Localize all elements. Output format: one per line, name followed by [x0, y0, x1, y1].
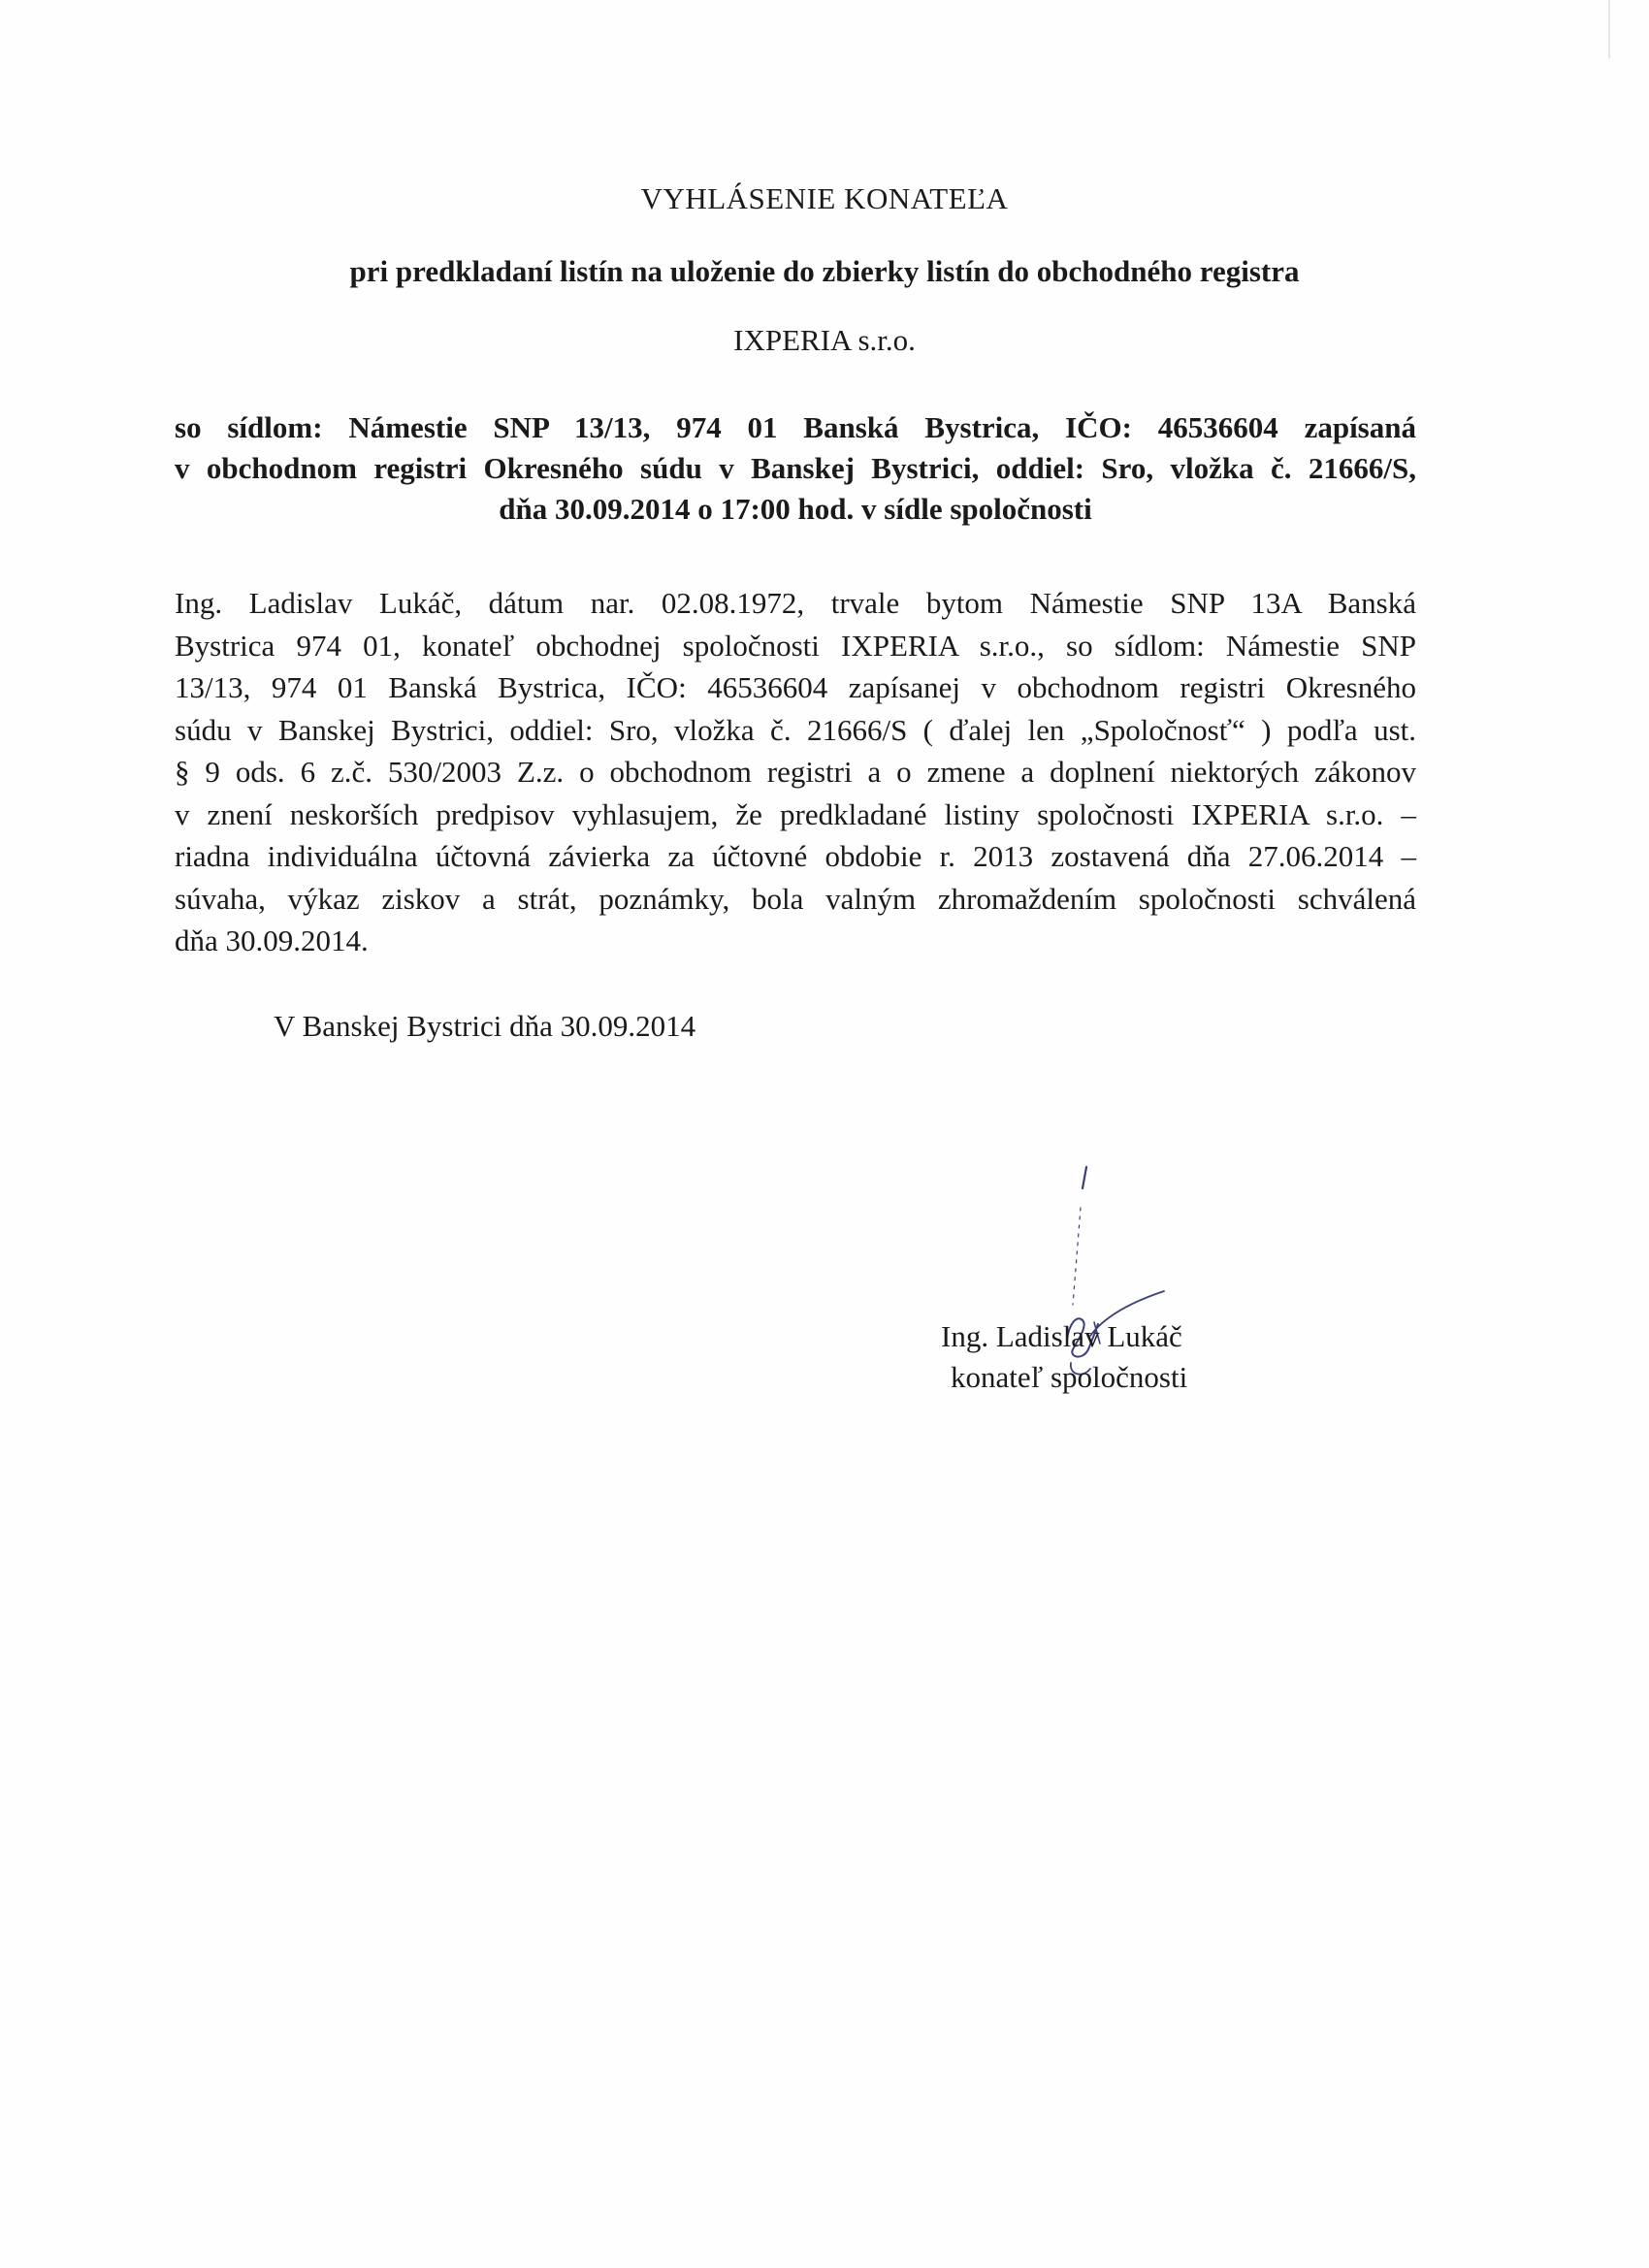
- scan-edge: [1608, 0, 1610, 58]
- place-and-date: V Banskej Bystrici dňa 30.09.2014: [274, 1009, 696, 1043]
- body-line: v znení neskorších predpisov vyhlasujem, že predkladané listiny spoločnosti IXPERIA s.r.o. –: [175, 796, 1416, 831]
- seat-line: dňa 30.09.2014 o 17:00 hod. v sídle spoločnosti: [499, 492, 1092, 526]
- document-title: VYHLÁSENIE KONATEĽA: [640, 181, 1009, 215]
- declaration-body: [175, 582, 1416, 962]
- company-name: IXPERIA s.r.o.: [733, 323, 916, 357]
- signatory-name: Ing. Ladislav Lukáč: [941, 1319, 1182, 1353]
- signatory-role: konateľ spoločnosti: [951, 1360, 1188, 1394]
- body-line: dňa 30.09.2014.: [175, 923, 369, 957]
- document-subtitle: pri predkladaní listín na uloženie do zbierky listín do obchodného registra: [349, 254, 1300, 288]
- body-line: riadna individuálna účtovná závierka za účtovné obdobie r. 2013 zostavená dňa 27.06.2014 –: [175, 839, 1416, 873]
- body-line: súvaha, výkaz ziskov a strát, poznámky, bola valným zhromaždením spoločnosti schválená: [175, 881, 1416, 916]
- seat-line: so sídlom: Námestie SNP 13/13, 974 01 Banská Bystrica, IČO: 46536604 zapísaná: [175, 410, 1416, 444]
- body-line: Ing. Ladislav Lukáč, dátum nar. 02.08.1972, trvale bytom Námestie SNP 13A Banská: [175, 586, 1416, 620]
- body-line: 13/13, 974 01 Banská Bystrica, IČO: 46536604 zapísanej v obchodnom registri Okresného: [175, 670, 1416, 704]
- body-line: Bystrica 974 01, konateľ obchodnej spoločnosti IXPERIA s.r.o., so sídlom: Námestie SNP: [175, 628, 1416, 663]
- seat-line: v obchodnom registri Okresného súdu v Banskej Bystrici, oddiel: Sro, vložka č. 21666/S,: [175, 451, 1416, 485]
- body-line: súdu v Banskej Bystrici, oddiel: Sro, vložka č. 21666/S ( ďalej len „Spoločnosť“ ) podľa ust.: [175, 712, 1416, 747]
- company-seat-block: [175, 407, 1416, 530]
- body-line: § 9 ods. 6 z.č. 530/2003 Z.z. o obchodnom registri a o zmene a doplnení niektorých zákonov: [175, 755, 1416, 789]
